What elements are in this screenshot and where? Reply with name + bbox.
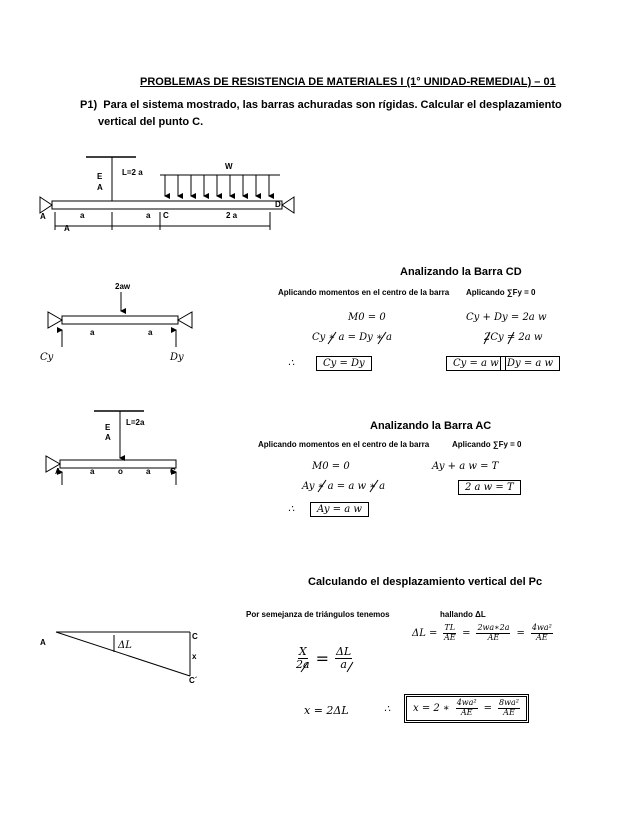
cd-therefore: ∴: [288, 358, 295, 369]
delta-frac-2-num: 2wa∗2a: [477, 623, 510, 632]
cd-f-eq2: 2Cy = 2a w: [484, 332, 543, 343]
fig1-label-A: A: [97, 183, 103, 192]
cd-f-eq: Cy + Dy = 2a w: [466, 312, 547, 323]
fig4-delta: ΔL: [118, 640, 132, 651]
ac-m-eq2: Ay ∗ a = a w ∗ a: [302, 481, 386, 492]
final-frac-1-den: AE: [460, 707, 473, 717]
fig1-label-E: E: [97, 172, 103, 181]
ratio-equation: $\frac{X}{2a}$ = $\frac{\Delta L}{a}$: [296, 645, 352, 672]
ac-m-eq: M0 = 0: [312, 461, 350, 472]
fig2-a1: a: [90, 328, 95, 337]
final-result: x = 2 ∗ $\frac{\text{4wa²}}{AE}$ = $\frac{\text{8wa²}}{AE}$: [404, 694, 529, 723]
ac-therefore: ∴: [288, 504, 295, 515]
figure-4: [56, 632, 190, 676]
cd-forces: Aplicando ∑Fy = 0: [466, 288, 536, 297]
disp-finding: hallando ΔL: [440, 610, 486, 619]
fig3-A: A: [105, 433, 111, 442]
delta-frac-3-num: 4wa²: [531, 623, 552, 632]
fig3-E: E: [105, 423, 111, 432]
problem-number: P1): [80, 99, 98, 111]
fig4-Cprime: C´: [189, 676, 198, 685]
fig2-a2: a: [148, 328, 153, 337]
fig1-label-A-left: A: [40, 212, 46, 221]
fig4-A: A: [40, 638, 46, 647]
fig3-o: o: [118, 467, 123, 476]
ac-heading: Analizando la Barra AC: [370, 420, 492, 432]
final-frac-1: [456, 699, 478, 718]
delta-lhs: ΔL =: [412, 627, 438, 639]
delta-frac-2-den: AE: [487, 632, 500, 642]
ratio-frac-1-den: 2a: [296, 658, 310, 672]
disp-therefore: ∴: [384, 704, 391, 715]
fig3-A-left: A: [55, 467, 61, 476]
ac-f-eq2: 2 a w = T: [458, 480, 521, 495]
fig3-L: L=2a: [126, 418, 145, 427]
figure-2: [48, 292, 192, 347]
fig2-load: 2aw: [115, 282, 131, 291]
final-frac-1-num: 4wa²: [456, 698, 477, 707]
fig1-label-a2: a: [146, 211, 151, 220]
figure-3: [46, 411, 176, 485]
delta-frac-1: [443, 624, 456, 643]
fig1-label-L: L=2 a: [122, 168, 143, 177]
cd-moments: Aplicando momentos en el centro de la barra: [278, 288, 450, 297]
fig1-label-2a: 2 a: [226, 211, 238, 220]
fig4-C: C: [192, 632, 198, 641]
delta-frac-1-den: AE: [443, 632, 456, 642]
delta-frac-2: [476, 624, 510, 643]
final-lhs: x = 2 ∗: [413, 702, 450, 714]
ratio-frac-2-den: a: [340, 658, 347, 672]
cd-result-1: Cy = Dy: [316, 356, 372, 371]
final-frac-2-den: AE: [503, 707, 515, 717]
disp-similarity: Por semejanza de triángulos tenemos: [246, 610, 390, 619]
fig1-label-D: D: [275, 200, 281, 209]
fig1-label-C: C: [163, 211, 169, 220]
cd-heading: Analizando la Barra CD: [400, 266, 522, 278]
delta-frac-1-num: TL: [444, 623, 456, 632]
ac-moments: Aplicando momentos en el centro de la barra: [258, 440, 430, 449]
problem-line-2: vertical del punto C.: [98, 116, 204, 128]
ac-f-eq: Ay + a w = T: [432, 461, 499, 472]
ac-forces: Aplicando ∑Fy = 0: [452, 440, 522, 449]
final-frac-2-num: 8wa²: [499, 698, 519, 707]
disp-heading: Calculando el desplazamiento vertical del Pc: [308, 576, 543, 588]
ratio-frac-2-num: ΔL: [335, 645, 352, 658]
final-frac-2: [498, 699, 520, 718]
fig1-label-A-below: A: [64, 224, 70, 233]
cd-result-3: Dy = a w: [500, 356, 560, 371]
fig3-C: C: [170, 467, 176, 476]
problem-text-1: Para el sistema mostrado, las barras achuradas son rígidas. Calcular el desplazamiento: [103, 99, 562, 111]
fig2-Cy: Cy: [40, 352, 54, 363]
ac-result-1: Ay = a w: [310, 502, 369, 517]
ratio-frac-2: [335, 646, 352, 671]
delta-frac-3: [531, 624, 553, 643]
delta-equation: ΔL = $\frac{TL}{AE}$ = $\frac{2wa∗2a}{AE}$ = $\frac{\text{4wa²}}{AE}$: [412, 623, 552, 642]
ratio-frac-1: [296, 646, 310, 671]
fig3-a2: a: [146, 467, 151, 476]
cd-result-2: Cy = a w: [446, 356, 506, 371]
cd-m-eq: M0 = 0: [348, 312, 386, 323]
x-equation: x = 2ΔL: [304, 704, 349, 717]
cd-m-eq2: Cy ∗ a = Dy ∗ a: [312, 332, 392, 343]
fig1-label-a1: a: [80, 211, 85, 220]
delta-frac-3-den: AE: [536, 632, 548, 642]
fig3-a1: a: [90, 467, 95, 476]
page-title: PROBLEMAS DE RESISTENCIA DE MATERIALES I (1° UNIDAD-REMEDIAL) – 01: [140, 76, 556, 88]
fig4-x: x: [192, 652, 197, 661]
fig2-Dy: Dy: [170, 352, 184, 363]
fig1-label-w: W: [225, 162, 233, 171]
ratio-frac-1-num: X: [298, 645, 307, 658]
